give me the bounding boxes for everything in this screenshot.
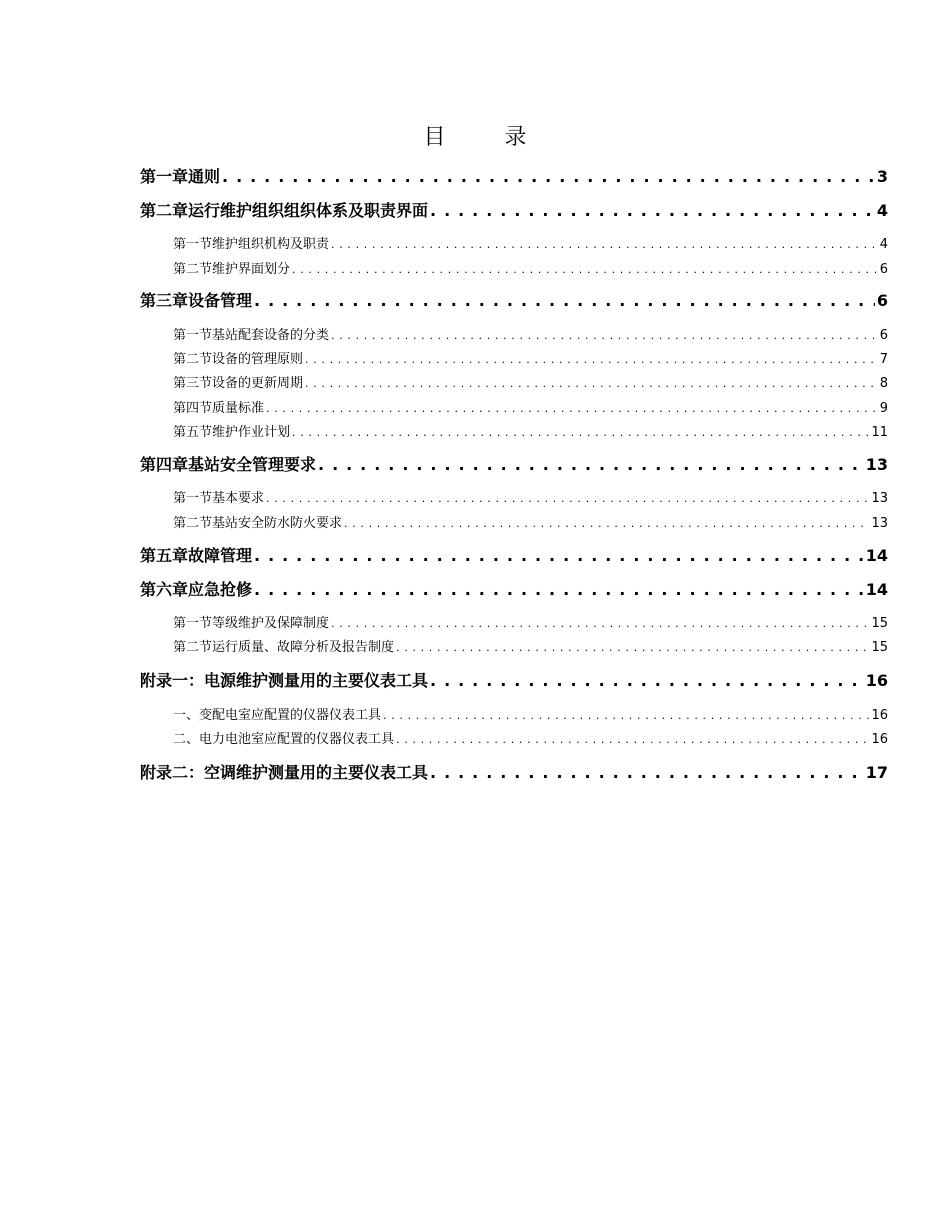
toc-entry-chapter[interactable] — [140, 198, 888, 221]
toc-entry-title: 附录二：空调维护测量用的主要仪表工具 — [140, 763, 429, 782]
toc-entry-number: 第二节 — [173, 352, 213, 367]
toc-entry-title: 基站安全管理要求 — [188, 455, 317, 474]
toc-entry-title: 等级维护及保障制度 — [212, 616, 330, 631]
toc-entry-page-number: 6 — [879, 262, 888, 277]
toc-entry-page-number: 15 — [871, 640, 888, 655]
toc-entry-number: 第三章 — [140, 291, 189, 310]
toc-entry-number: 第一节 — [173, 328, 213, 343]
dot-leader — [344, 517, 869, 530]
toc-entry-section[interactable] — [173, 421, 888, 440]
dot-leader — [266, 402, 878, 415]
toc-entry-section[interactable] — [173, 348, 888, 367]
toc-title: 目 录 — [423, 125, 553, 150]
dot-leader — [396, 733, 869, 746]
dot-leader — [331, 238, 878, 251]
toc-entry-title: 二、电力电池室应配置的仪器仪表工具 — [173, 732, 395, 747]
toc-entry-chapter[interactable] — [140, 543, 888, 566]
dot-leader — [331, 617, 869, 630]
toc-entry-number: 第一节 — [173, 616, 213, 631]
toc-entry-section[interactable] — [173, 372, 888, 391]
toc-entry-page-number: 15 — [871, 616, 888, 631]
toc-entry-title: 维护界面划分 — [212, 262, 291, 277]
dot-leader — [292, 263, 878, 276]
dot-leader — [305, 377, 878, 390]
dot-leader — [383, 709, 869, 722]
toc-entry-title: 应急抢修 — [188, 580, 253, 599]
dot-leader — [266, 492, 869, 505]
toc-entry-page-number: 6 — [876, 291, 888, 310]
toc-entry-page-number: 14 — [865, 546, 888, 565]
toc-entry-title: 通则 — [188, 167, 221, 186]
toc-entry-section[interactable] — [173, 487, 888, 506]
toc-entry-title: 设备的更新周期 — [212, 376, 304, 391]
toc-entry-number: 第二节 — [173, 516, 213, 531]
toc-entry-page-number: 4 — [879, 237, 888, 252]
toc-entry-page-number: 11 — [871, 425, 888, 440]
dot-leader — [430, 763, 864, 782]
toc-entry-page-number: 14 — [865, 580, 888, 599]
toc-entry-number: 第五节 — [173, 425, 213, 440]
dot-leader — [254, 546, 864, 565]
toc-entry-title: 质量标准 — [212, 401, 265, 416]
toc-entry-page-number: 3 — [876, 167, 888, 186]
toc-entry-page-number: 16 — [865, 671, 888, 690]
toc-entry-section[interactable] — [173, 258, 888, 277]
toc-entry-number: 第一章 — [140, 167, 189, 186]
toc-entry-title: 设备的管理原则 — [212, 352, 304, 367]
toc-entry-section[interactable] — [173, 612, 888, 631]
toc-entry-number: 第二节 — [173, 640, 213, 655]
toc-entry-number: 第五章 — [140, 546, 189, 565]
toc-entry-page-number: 13 — [871, 516, 888, 531]
toc-entry-title: 附录一：电源维护测量用的主要仪表工具 — [140, 671, 429, 690]
dot-leader — [430, 671, 864, 690]
dot-leader — [430, 201, 875, 220]
toc-entry-page-number: 13 — [865, 455, 888, 474]
toc-entry-page-number: 13 — [871, 491, 888, 506]
toc-entry-title: 一、变配电室应配置的仪器仪表工具 — [173, 708, 382, 723]
toc-entry-title: 设备管理 — [188, 291, 253, 310]
toc-entry-number: 第四章 — [140, 455, 189, 474]
toc-entry-page-number: 8 — [879, 376, 888, 391]
toc-entry-number: 第四节 — [173, 401, 213, 416]
dot-leader — [305, 353, 878, 366]
dot-leader — [331, 329, 878, 342]
toc-entry-sub[interactable] — [173, 704, 888, 723]
dot-leader — [318, 455, 864, 474]
toc-entry-title: 基站安全防水防火要求 — [212, 516, 343, 531]
toc-entry-chapter[interactable] — [140, 668, 888, 691]
toc-entry-section[interactable] — [173, 233, 888, 252]
toc-entry-section[interactable] — [173, 636, 888, 655]
toc-entry-page-number: 4 — [876, 201, 888, 220]
dot-leader — [254, 291, 875, 310]
toc-entry-sub[interactable] — [173, 728, 888, 747]
toc-entry-chapter[interactable] — [140, 452, 888, 475]
toc-entry-page-number: 9 — [879, 401, 888, 416]
toc-entry-title: 维护作业计划 — [212, 425, 291, 440]
dot-leader — [396, 641, 869, 654]
toc-entry-page-number: 17 — [865, 763, 888, 782]
dot-leader — [254, 580, 864, 599]
toc-entry-title: 基站配套设备的分类 — [212, 328, 330, 343]
toc-entry-title: 运行维护组织组织体系及职责界面 — [188, 201, 429, 220]
toc-entry-page-number: 16 — [871, 732, 888, 747]
toc-entry-page-number: 7 — [879, 352, 888, 367]
dot-leader — [292, 426, 869, 439]
toc-entry-chapter[interactable] — [140, 760, 888, 783]
toc-entry-section[interactable] — [173, 512, 888, 531]
dot-leader — [222, 167, 875, 186]
toc-entry-title: 故障管理 — [188, 546, 253, 565]
toc-entry-number: 第一节 — [173, 237, 213, 252]
toc-entry-page-number: 6 — [879, 328, 888, 343]
toc-entry-number: 第二节 — [173, 262, 213, 277]
toc-entry-section[interactable] — [173, 324, 888, 343]
toc-entry-title: 基本要求 — [212, 491, 265, 506]
toc-entry-number: 第二章 — [140, 201, 189, 220]
toc-entry-chapter[interactable] — [140, 164, 888, 187]
toc-entry-title: 维护组织机构及职责 — [212, 237, 330, 252]
toc-entry-number: 第一节 — [173, 491, 213, 506]
toc-entry-chapter[interactable] — [140, 288, 888, 311]
toc-entry-title: 运行质量、故障分析及报告制度 — [212, 640, 395, 655]
toc-entry-page-number: 16 — [871, 708, 888, 723]
toc-entry-chapter[interactable] — [140, 577, 888, 600]
toc-entry-number: 第三节 — [173, 376, 213, 391]
toc-entry-section[interactable] — [173, 397, 888, 416]
toc-entry-number: 第六章 — [140, 580, 189, 599]
